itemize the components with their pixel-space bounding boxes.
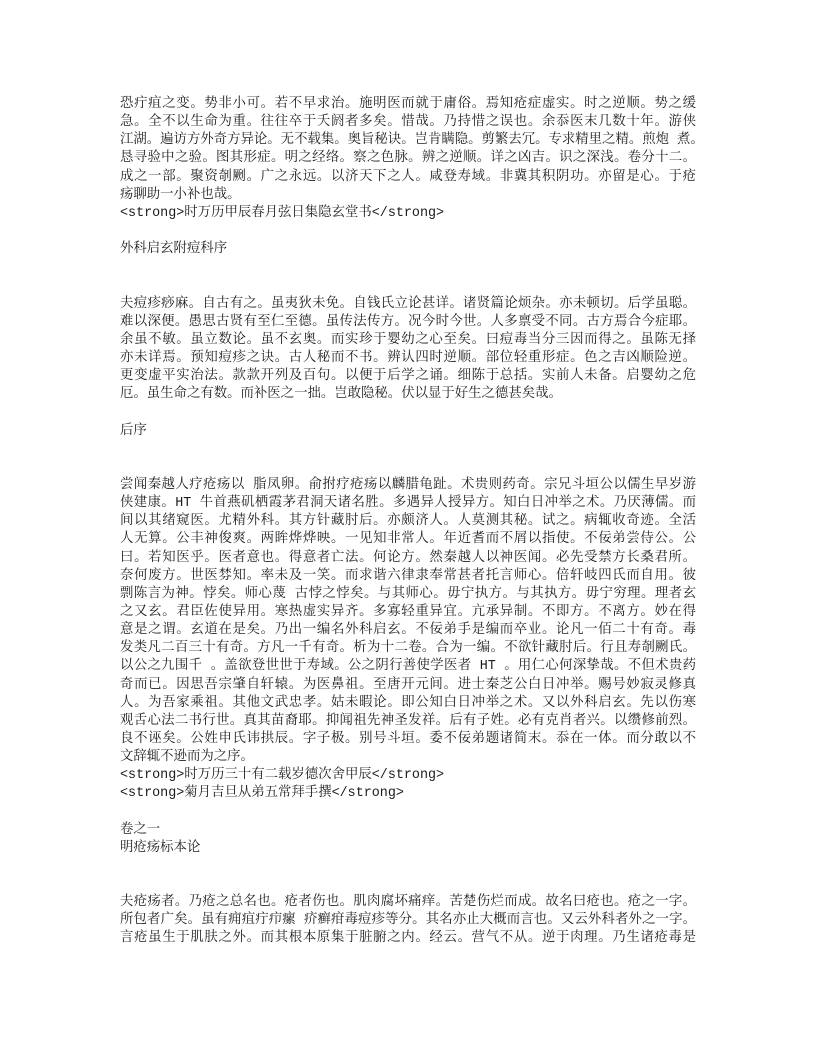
text-line: 尝闻秦越人疗疮疡以 脂凤卵。俞拊疗疮疡以麟腊龟趾。术贵则药奇。宗兄斗垣公以儒生早岁游 [120, 477, 696, 493]
text-line: 良不诬矣。公姓申氏讳拱辰。字子极。别号斗垣。委不佞弟题诸简末。忝在一体。而分敢以不 [120, 731, 696, 747]
text-line: 观舌心法二书行世。真其苗裔耶。抑闻祖先神圣发祥。后有子姓。必有克肖者兴。以缵修前烈。 [120, 713, 696, 729]
text-line: 言疮虽生于肌肤之外。而其根本原集于脏腑之内。经云。营气不从。逆于肉理。乃生诸疮毒是 [120, 931, 696, 947]
section-title: 后序 [120, 423, 147, 439]
text-line: 间以其绪窥医。尤精外科。其方针藏肘后。亦颇济人。人莫测其秘。试之。病辄收奇迹。全活 [120, 514, 696, 530]
text-line: 更变虚平实治法。款款开列及百句。以便于后学之诵。细陈于总括。实前人未备。启婴幼之危 [120, 369, 696, 385]
signature-line: <strong>时万历三十有二载岁德次舍甲辰</strong> [120, 768, 445, 784]
text-line: 急。全不以生命为重。往往卒于夭阏者多矣。惜哉。乃持惜之误也。余忝医末几数十年。游侠 [120, 115, 696, 131]
blank-line [120, 876, 696, 894]
section-title: 外科启玄附痘科序 [120, 242, 228, 258]
text-line: 恳寻验中之验。图其形症。明之经络。察之色脉。辨之逆顺。详之凶吉。识之深浅。卷分十二。 [120, 151, 696, 167]
volume-label: 卷之一 [120, 822, 161, 838]
text-line: 人无算。公丰神俊爽。两眸烨烨映。一见知非常人。年近耆而不屑以指使。不佞弟尝侍公。公 [120, 532, 696, 548]
pox-preface-paragraph [120, 296, 696, 405]
afterword-paragraph [120, 477, 696, 804]
text-line: 文辞辄不逊而为之序。 [120, 750, 254, 766]
blank-line [120, 223, 696, 241]
preface-end-paragraph [120, 96, 704, 223]
text-line: 江湖。遍访方外奇方异论。无不载集。奥旨秘诀。岂肯瞒隐。剪繁去冗。专求精里之精。煎炮 煮。 [120, 133, 704, 149]
text-line: 侠建康。HT 牛首燕矶栖霞茅君洞天诸名胜。多遇异人授异方。知白日冲举之术。乃厌薄儒。而 [120, 496, 696, 512]
text-line: 亦未详焉。预知痘疹之诀。古人秘而不书。辨认四时逆顺。部位轻重形症。色之吉凶顺险逆。 [120, 350, 696, 366]
signature-line: <strong>菊月吉旦从弟五常拜手撰</strong> [120, 786, 404, 802]
text-line: 意是之谓。玄道在是矣。乃出一编名外科启玄。不佞弟手是编而卒业。论凡一佰二十有奇。毒 [120, 623, 696, 639]
blank-line [120, 404, 696, 422]
chapter-title: 明疮疡标本论 [120, 840, 201, 856]
text-line: 奈何废方。世医棼知。率未及一笑。而求谐六律隶奉常甚者托言师心。倍轩岐四氏而自用。彼 [120, 568, 696, 584]
document-page [120, 96, 704, 949]
text-line: 厄。虽生命之有数。而补医之一拙。岂敢隐秘。伏以显于好生之德甚矣哉。 [120, 387, 562, 403]
blank-line [120, 803, 696, 821]
blank-line [120, 259, 696, 277]
chapter-paragraph [120, 894, 696, 948]
text-line: 剽陈言为神。悖矣。师心蔑 古悖之悖矣。与其师心。毋宁执方。与其执方。毋宁穷理。理者玄 [120, 586, 696, 602]
text-line: 难以深便。愚思古贤有至仁至德。虽传法传方。况今时今世。人多禀受不同。古方焉合今症耶。 [120, 314, 696, 330]
text-line: 之又玄。君臣佐使异用。寒热虚实异齐。多寡轻重异宜。亢承异制。不即方。不离方。妙在得 [120, 604, 696, 620]
text-line: 以公之九围千 。盖欲登世世于寿域。公之阴行善使学医者 HT 。用仁心何深挚哉。不但术贵药 [120, 659, 696, 675]
text-line: 夫痘疹痧麻。自古有之。虽夷狄未免。自钱氏立论甚详。诸贤篇论烦杂。亦未顿切。后学虽聪。 [120, 296, 696, 312]
blank-line [120, 858, 696, 876]
text-line: 发类凡二百三十有奇。方凡一千有奇。析为十二卷。合为一编。不欲针藏肘后。行且寿剞劂氏。 [120, 641, 696, 657]
text-line: 余虽不敏。虽立数论。虽不玄奥。而实珍于婴幼之心至矣。曰痘毒当分三因而得之。虽陈无择 [120, 332, 696, 348]
text-line: 人。为吾家乘祖。其他文武忠孝。姑未暇论。即公知白日冲举之术。又以外科启玄。先以伤寒 [120, 695, 696, 711]
text-line: 奇而已。因思吾宗肇自轩辕。为医鼻祖。至唐开元间。进士秦芝公白日冲举。赐号妙寂灵修真 [120, 677, 696, 693]
text-line: 夫疮疡者。乃疮之总名也。疮者伤也。肌肉腐坏痛痒。苦楚伤烂而成。故名曰疮也。疮之一字。 [120, 895, 696, 911]
text-line: 疡聊助一小补也哉。 [120, 187, 241, 203]
signature-line: <strong>时万历甲辰春月弦日集隐玄堂书</strong> [120, 205, 445, 221]
text-line: 成之一部。聚资剞劂。广之永远。以济天下之人。咸登寿域。非冀其积阴功。亦留是心。于疮 [120, 169, 696, 185]
blank-line [120, 441, 696, 459]
text-line: 所包者广矣。虽有痈疽疔疖瘰 疥癣疳毒痘疹等分。其名亦止大概而言也。又云外科者外之一字。 [120, 913, 696, 929]
text-line: 恐疔疽之变。势非小可。若不早求治。施明医而就于庸俗。焉知疮症虚实。时之逆顺。势之缓 [120, 97, 696, 112]
blank-line [120, 459, 696, 477]
blank-line [120, 277, 696, 295]
text-line: 曰。若知医乎。医者意也。得意者亡法。何论方。然秦越人以神医闻。必先受禁方长桑君所。 [120, 550, 696, 566]
